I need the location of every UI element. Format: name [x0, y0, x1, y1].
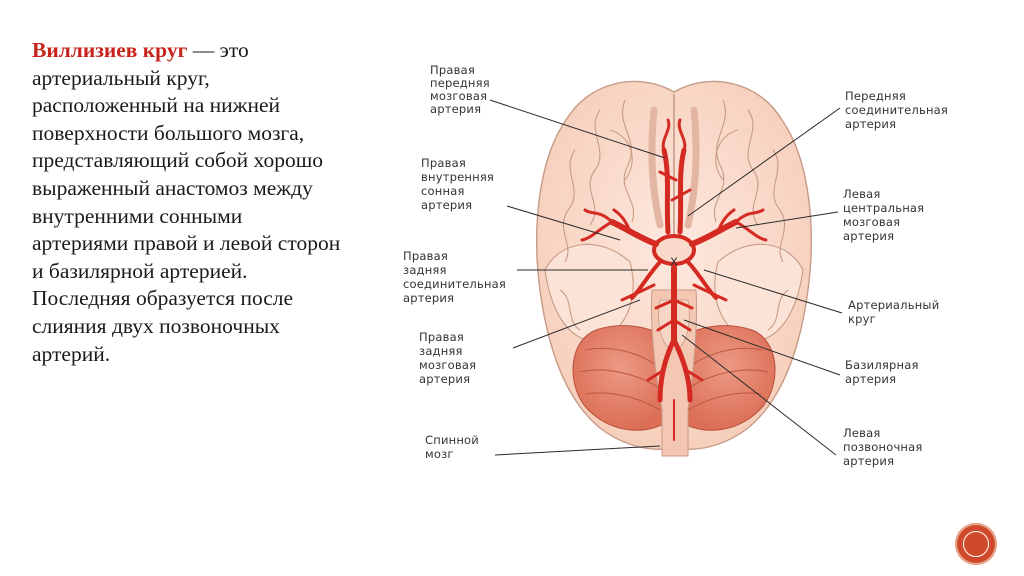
circle-button-icon[interactable] — [955, 523, 997, 565]
label-spinal-cord: Спинной мозг — [425, 433, 479, 461]
label-anterior-communicating-artery: Передняя соединительная артерия — [845, 89, 949, 131]
label-right-internal-carotid-artery: Правая внутренняя сонная артерия — [421, 156, 495, 212]
label-right-anterior-cerebral-artery: Правая передняя мозговая артерия — [430, 63, 490, 116]
term-willis-circle: Виллизиев круг — [32, 38, 188, 62]
label-arterial-circle: Артериальный круг — [848, 298, 940, 326]
label-basilar-artery: Базилярная артерия — [845, 358, 919, 386]
circle-button-ring — [963, 531, 989, 557]
label-left-central-cerebral-artery: Левая центральная мозговая артерия — [843, 187, 925, 243]
label-right-posterior-communicating-artery: Правая задняя соединительная артерия — [403, 249, 507, 305]
label-right-posterior-cerebral-artery: Правая задняя мозговая артерия — [419, 330, 477, 386]
description-body: — это артериальный круг, расположенный на нижней поверхности большого мозга, представляющий собой хорошо выраженный анастомоз между внутренними сонными артериями правой и левой сторон и базилярной артерией. Последняя образуется после слияния двух позвоночных артерий. — [32, 38, 341, 366]
center-mark: X — [670, 255, 679, 269]
label-left-vertebral-artery: Левая позвоночная артерия — [843, 426, 923, 468]
